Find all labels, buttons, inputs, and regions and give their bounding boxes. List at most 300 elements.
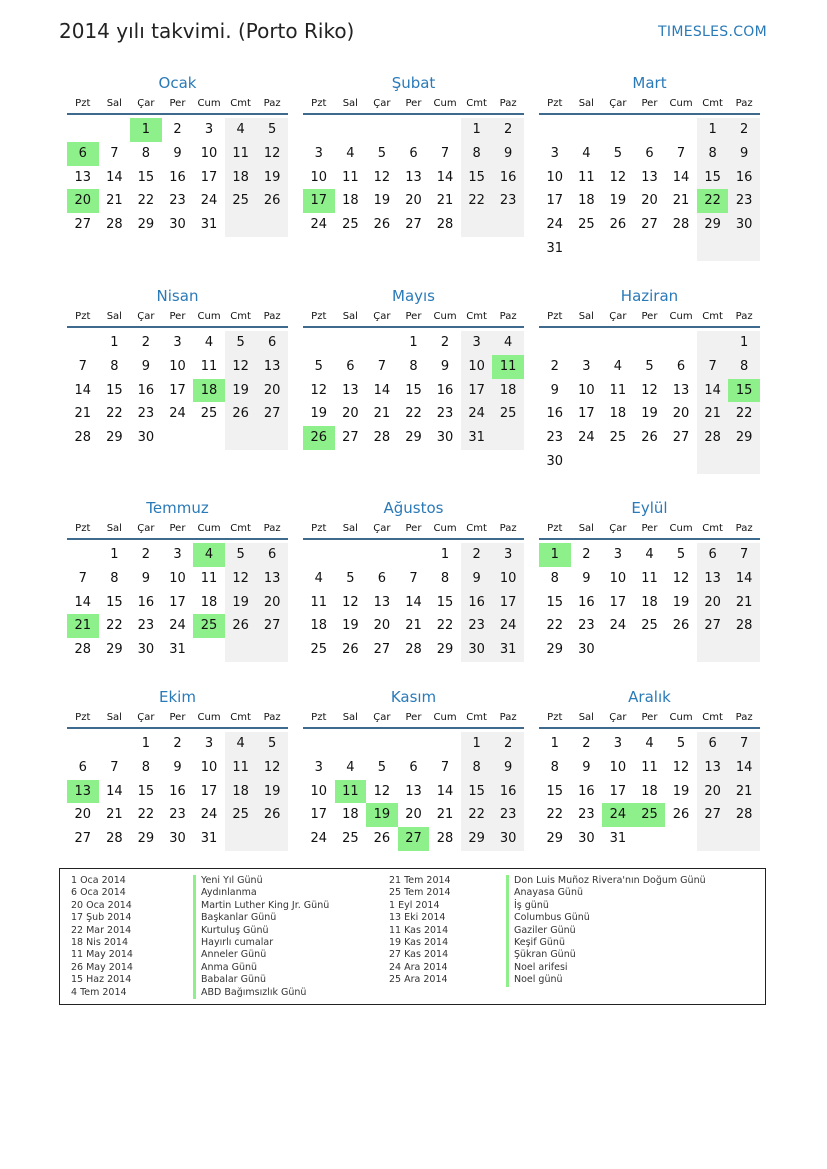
day-cell: 23 — [492, 803, 524, 827]
day-cell: 27 — [672, 430, 690, 446]
empty-cell — [335, 543, 367, 567]
empty-cell — [67, 331, 99, 355]
day-cell: 7 — [728, 732, 760, 756]
day-cell: 28 — [728, 803, 760, 827]
day-cell: 25 — [225, 189, 257, 213]
day-cell: 24 — [169, 406, 186, 422]
weekday-label: Cum — [433, 311, 457, 322]
weekday-label: Çar — [609, 523, 627, 534]
day-cell: 3 — [173, 547, 182, 562]
day-cell: 18 — [641, 783, 658, 799]
weekday-label: Cmt — [702, 311, 723, 322]
day-cell: 28 — [373, 430, 391, 446]
empty-cell — [67, 543, 99, 567]
day-cell: 21 — [728, 591, 760, 615]
day-cell: 31 — [609, 831, 627, 847]
holiday-day-cell: 24 — [602, 803, 634, 827]
day-cell: 29 — [405, 430, 422, 446]
empty-cell — [225, 426, 257, 450]
month-name: Şubat — [391, 74, 436, 92]
day-cell: 13 — [256, 567, 288, 591]
day-cell: 1 — [141, 736, 151, 751]
day-cell: 11 — [225, 756, 257, 780]
legend-holiday-date: 27 Kas 2014 — [389, 949, 449, 961]
day-cell: 6 — [409, 145, 418, 161]
legend-holiday-date: 18 Nis 2014 — [71, 937, 128, 949]
empty-cell — [539, 118, 571, 142]
day-cell: 31 — [546, 240, 564, 256]
empty-cell — [303, 331, 335, 355]
month-12 — [539, 686, 760, 851]
weekday-label: Sal — [342, 98, 358, 109]
day-cell: 10 — [169, 570, 186, 586]
day-cell: 13 — [672, 382, 690, 398]
day-cell: 1 — [110, 547, 119, 562]
day-cell: 11 — [609, 382, 627, 398]
day-cell: 11 — [342, 169, 359, 185]
day-cell: 16 — [492, 780, 524, 804]
weekday-label: Paz — [499, 523, 517, 534]
month-name: Mart — [632, 74, 667, 92]
holiday-day-cell: 22 — [697, 189, 729, 213]
day-cell: 5 — [346, 570, 355, 586]
day-cell: 9 — [461, 567, 493, 591]
weekday-label: Cmt — [702, 712, 723, 723]
day-cell: 8 — [141, 145, 151, 161]
day-cell: 8 — [141, 759, 151, 775]
legend-holiday-date: 11 May 2014 — [71, 949, 133, 961]
day-cell: 24 — [310, 831, 328, 847]
day-cell: 21 — [436, 193, 454, 209]
legend-holiday-date: 19 Kas 2014 — [389, 937, 449, 949]
weekday-label: Paz — [735, 523, 753, 534]
day-cell: 27 — [342, 430, 359, 446]
day-cell: 21 — [728, 780, 760, 804]
day-cell: 19 — [256, 780, 288, 804]
empty-cell — [602, 638, 634, 662]
weekday-label: Pzt — [547, 98, 563, 109]
day-cell: 12 — [672, 570, 690, 586]
day-cell: 22 — [461, 189, 493, 213]
weekday-label: Per — [169, 712, 186, 723]
day-cell: 29 — [106, 430, 123, 446]
day-cell: 30 — [492, 827, 524, 851]
weekday-label: Sal — [578, 98, 594, 109]
weekday-label: Cum — [197, 311, 221, 322]
day-cell: 27 — [256, 614, 288, 638]
empty-cell — [697, 237, 729, 261]
day-cell: 17 — [609, 594, 627, 610]
empty-cell — [634, 118, 666, 142]
day-cell: 3 — [550, 145, 559, 161]
empty-cell — [634, 827, 666, 851]
legend-holiday-name: Anneler Günü — [193, 949, 329, 961]
day-cell: 2 — [461, 543, 493, 567]
day-cell: 10 — [200, 759, 218, 775]
day-cell: 6 — [256, 331, 288, 355]
weekday-label: Pzt — [311, 523, 327, 534]
day-cell: 14 — [373, 382, 391, 398]
day-cell: 28 — [74, 642, 92, 658]
day-cell: 11 — [641, 759, 658, 775]
day-cell: 5 — [225, 331, 257, 355]
empty-cell — [303, 732, 335, 756]
day-cell: 18 — [578, 193, 595, 209]
day-cell: 24 — [200, 193, 218, 209]
weekday-label: Paz — [263, 712, 281, 723]
holiday-day-cell: 25 — [193, 614, 225, 638]
legend-holiday-date: 6 Oca 2014 — [71, 887, 126, 899]
legend-holiday-date: 22 Mar 2014 — [71, 924, 132, 936]
weekday-label: Cmt — [466, 98, 487, 109]
day-cell: 23 — [546, 430, 564, 446]
holiday-day-cell: 11 — [492, 355, 524, 379]
legend-holiday-name: Noel günü — [506, 974, 706, 986]
day-cell: 24 — [169, 618, 186, 634]
day-cell: 28 — [405, 642, 422, 658]
day-cell: 16 — [492, 166, 524, 190]
day-cell: 8 — [728, 355, 760, 379]
weekday-label: Pzt — [311, 712, 327, 723]
day-cell: 2 — [728, 118, 760, 142]
day-cell: 8 — [440, 570, 450, 586]
day-cell: 23 — [578, 618, 595, 634]
day-cell: 26 — [373, 217, 391, 233]
holiday-day-cell: 20 — [67, 189, 99, 213]
weekday-label: Pzt — [75, 311, 91, 322]
month-10 — [67, 686, 288, 851]
month-name: Kasım — [390, 688, 437, 706]
legend-dates-left — [71, 875, 133, 999]
day-cell: 4 — [346, 759, 355, 775]
weekday-label: Pzt — [75, 98, 91, 109]
day-cell: 13 — [256, 355, 288, 379]
empty-cell — [728, 450, 760, 474]
empty-cell — [539, 331, 571, 355]
empty-cell — [634, 331, 666, 355]
day-cell: 23 — [137, 618, 155, 634]
day-cell: 19 — [672, 783, 690, 799]
day-cell: 1 — [550, 736, 559, 751]
day-cell: 13 — [405, 783, 422, 799]
day-cell: 16 — [546, 406, 564, 422]
day-cell: 30 — [169, 831, 186, 847]
day-cell: 14 — [106, 169, 123, 185]
day-cell: 30 — [137, 430, 155, 446]
day-cell: 11 — [310, 594, 328, 610]
days-grid — [539, 331, 760, 474]
empty-cell — [335, 732, 367, 756]
days-grid — [539, 543, 760, 662]
legend-holiday-date: 1 Eyl 2014 — [389, 899, 440, 911]
weekday-label: Per — [641, 523, 658, 534]
empty-cell — [492, 213, 524, 237]
empty-cell — [665, 638, 697, 662]
month-name: Mayıs — [392, 287, 435, 305]
day-cell: 26 — [672, 807, 690, 823]
weekday-header — [67, 307, 288, 328]
day-cell: 24 — [492, 614, 524, 638]
day-cell: 12 — [342, 594, 359, 610]
weekday-label: Çar — [137, 523, 155, 534]
day-cell: 26 — [225, 614, 257, 638]
empty-cell — [193, 638, 225, 662]
day-cell: 12 — [225, 355, 257, 379]
month-name: Nisan — [156, 287, 199, 305]
day-cell: 9 — [440, 358, 450, 374]
day-cell: 9 — [141, 358, 151, 374]
day-cell: 3 — [582, 358, 591, 374]
day-cell: 21 — [672, 193, 690, 209]
weekday-label: Per — [169, 98, 186, 109]
day-cell: 12 — [225, 567, 257, 591]
holiday-day-cell: 21 — [67, 614, 99, 638]
day-cell: 5 — [256, 732, 288, 756]
day-cell: 19 — [609, 193, 627, 209]
weekday-label: Paz — [499, 98, 517, 109]
weekday-label: Per — [405, 311, 422, 322]
day-cell: 11 — [200, 570, 218, 586]
weekday-label: Pzt — [547, 712, 563, 723]
weekday-label: Per — [405, 523, 422, 534]
day-cell: 8 — [550, 759, 559, 775]
weekday-label: Çar — [373, 523, 391, 534]
day-cell: 21 — [697, 402, 729, 426]
weekday-label: Per — [641, 712, 658, 723]
empty-cell — [256, 213, 288, 237]
holiday-day-cell: 18 — [193, 379, 225, 403]
day-cell: 11 — [200, 358, 218, 374]
legend-dates-right — [389, 875, 451, 987]
days-grid — [67, 331, 288, 450]
weekday-label: Çar — [609, 311, 627, 322]
day-cell: 8 — [550, 570, 559, 586]
day-cell: 30 — [461, 638, 493, 662]
brand-link[interactable]: TIMESLES.COM — [658, 24, 767, 40]
day-cell: 10 — [169, 358, 186, 374]
weekday-label: Çar — [137, 98, 155, 109]
day-cell: 2 — [492, 118, 524, 142]
weekday-label: Per — [641, 311, 658, 322]
day-cell: 26 — [672, 618, 690, 634]
day-cell: 18 — [492, 379, 524, 403]
day-cell: 2 — [582, 547, 591, 562]
day-cell: 5 — [613, 145, 623, 161]
weekday-label: Pzt — [547, 523, 563, 534]
days-grid — [303, 732, 524, 851]
empty-cell — [162, 426, 194, 450]
day-cell: 21 — [373, 406, 391, 422]
day-cell: 20 — [74, 807, 92, 823]
weekday-label: Per — [169, 523, 186, 534]
weekday-label: Paz — [735, 712, 753, 723]
day-cell: 22 — [546, 807, 564, 823]
day-cell: 25 — [609, 430, 627, 446]
day-cell: 11 — [225, 142, 257, 166]
day-cell: 25 — [310, 642, 328, 658]
empty-cell — [697, 638, 729, 662]
day-cell: 14 — [74, 594, 92, 610]
holiday-day-cell: 4 — [193, 543, 225, 567]
day-cell: 16 — [137, 382, 155, 398]
day-cell: 26 — [342, 642, 359, 658]
day-cell: 10 — [461, 355, 493, 379]
day-cell: 9 — [492, 142, 524, 166]
day-cell: 29 — [546, 831, 564, 847]
day-cell: 7 — [78, 358, 87, 374]
empty-cell — [398, 543, 430, 567]
day-cell: 14 — [697, 379, 729, 403]
empty-cell — [303, 543, 335, 567]
day-cell: 1 — [461, 732, 493, 756]
month-name: Ocak — [158, 74, 197, 92]
day-cell: 8 — [461, 756, 493, 780]
weekday-label: Pzt — [547, 311, 563, 322]
day-cell: 5 — [645, 358, 654, 374]
day-cell: 7 — [409, 570, 418, 586]
month-name: Haziran — [620, 287, 679, 305]
weekday-label: Çar — [137, 311, 155, 322]
day-cell: 1 — [409, 335, 418, 350]
day-cell: 22 — [137, 807, 155, 823]
legend-holiday-name: Martin Luther King Jr. Günü — [193, 900, 329, 912]
day-cell: 27 — [74, 831, 92, 847]
day-cell: 20 — [697, 591, 729, 615]
day-cell: 24 — [200, 807, 218, 823]
day-cell: 14 — [405, 594, 422, 610]
day-cell: 2 — [173, 122, 182, 137]
day-cell: 31 — [200, 217, 218, 233]
day-cell: 21 — [436, 807, 454, 823]
day-cell: 2 — [440, 335, 450, 350]
day-cell: 17 — [310, 807, 328, 823]
day-cell: 5 — [676, 736, 686, 751]
day-cell: 17 — [492, 591, 524, 615]
day-cell: 28 — [728, 614, 760, 638]
empty-cell — [634, 450, 666, 474]
weekday-label: Pzt — [311, 98, 327, 109]
day-cell: 26 — [373, 831, 391, 847]
day-cell: 16 — [728, 166, 760, 190]
day-cell: 17 — [169, 382, 186, 398]
day-cell: 14 — [728, 756, 760, 780]
day-cell: 12 — [373, 169, 391, 185]
day-cell: 19 — [342, 618, 359, 634]
weekday-label: Sal — [342, 311, 358, 322]
empty-cell — [602, 450, 634, 474]
day-cell: 4 — [613, 358, 623, 374]
weekday-label: Çar — [609, 98, 627, 109]
empty-cell — [665, 827, 697, 851]
day-cell: 28 — [74, 430, 92, 446]
day-cell: 4 — [204, 335, 214, 350]
day-cell: 9 — [173, 759, 182, 775]
day-cell: 16 — [461, 591, 493, 615]
day-cell: 9 — [550, 382, 559, 398]
day-cell: 26 — [225, 402, 257, 426]
day-cell: 2 — [582, 736, 591, 751]
day-cell: 18 — [225, 780, 257, 804]
day-cell: 12 — [672, 759, 690, 775]
day-cell: 31 — [169, 642, 186, 658]
days-grid — [67, 118, 288, 237]
weekday-label: Cmt — [466, 712, 487, 723]
month-6 — [539, 285, 760, 474]
day-cell: 8 — [110, 570, 119, 586]
day-cell: 30 — [546, 453, 564, 469]
day-cell: 24 — [609, 618, 627, 634]
day-cell: 2 — [550, 358, 559, 374]
empty-cell — [697, 827, 729, 851]
day-cell: 11 — [578, 169, 595, 185]
empty-cell — [728, 827, 760, 851]
empty-cell — [728, 638, 760, 662]
days-grid — [67, 732, 288, 851]
day-cell: 25 — [641, 618, 658, 634]
day-cell: 29 — [697, 213, 729, 237]
day-cell: 9 — [582, 570, 591, 586]
weekday-label: Çar — [373, 98, 391, 109]
day-cell: 30 — [728, 213, 760, 237]
day-cell: 19 — [225, 379, 257, 403]
day-cell: 15 — [137, 169, 155, 185]
empty-cell — [461, 213, 493, 237]
day-cell: 1 — [110, 335, 119, 350]
legend-holiday-name: Başkanlar Günü — [193, 912, 329, 924]
day-cell: 25 — [578, 217, 595, 233]
weekday-header — [303, 708, 524, 729]
day-cell: 6 — [409, 759, 418, 775]
day-cell: 21 — [106, 807, 123, 823]
day-cell: 26 — [641, 430, 658, 446]
day-cell: 28 — [106, 831, 123, 847]
legend-holiday-date: 1 Oca 2014 — [71, 875, 126, 886]
legend-holiday-name: Aydınlanma — [193, 887, 329, 899]
legend-holiday-name: Columbus Günü — [506, 912, 706, 924]
empty-cell — [398, 118, 430, 142]
holiday-legend — [59, 868, 766, 1005]
day-cell: 13 — [342, 382, 359, 398]
day-cell: 22 — [106, 618, 123, 634]
empty-cell — [335, 118, 367, 142]
day-cell: 22 — [546, 618, 564, 634]
empty-cell — [256, 827, 288, 851]
day-cell: 6 — [697, 543, 729, 567]
weekday-label: Sal — [578, 712, 594, 723]
day-cell: 4 — [346, 145, 355, 161]
legend-names-right — [506, 875, 706, 987]
weekday-label: Sal — [106, 523, 122, 534]
day-cell: 1 — [697, 118, 729, 142]
day-cell: 19 — [225, 591, 257, 615]
month-3 — [539, 72, 760, 261]
day-cell: 10 — [609, 570, 627, 586]
legend-names-left — [193, 875, 329, 999]
day-cell: 15 — [106, 382, 123, 398]
day-cell: 25 — [492, 402, 524, 426]
weekday-header — [303, 94, 524, 115]
day-cell: 19 — [256, 166, 288, 190]
empty-cell — [492, 426, 524, 450]
day-cell: 18 — [342, 807, 359, 823]
weekday-header — [539, 519, 760, 540]
day-cell: 3 — [492, 543, 524, 567]
empty-cell — [67, 732, 99, 756]
empty-cell — [366, 118, 398, 142]
day-cell: 28 — [697, 426, 729, 450]
day-cell: 10 — [310, 783, 328, 799]
weekday-label: Pzt — [311, 311, 327, 322]
